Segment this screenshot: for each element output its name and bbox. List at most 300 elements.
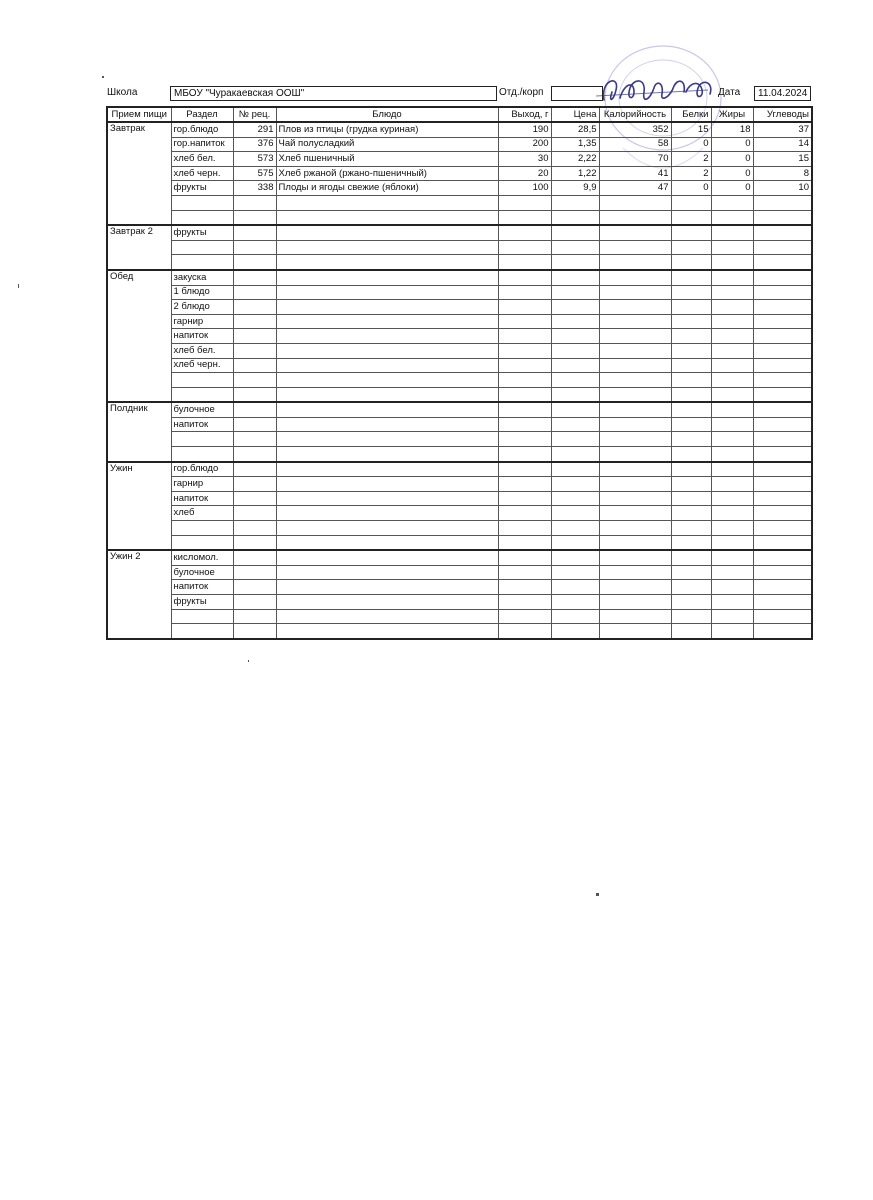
table-cell: [276, 535, 498, 550]
table-cell: [753, 387, 812, 402]
table-row: [107, 477, 812, 492]
table-cell: [671, 343, 711, 358]
table-cell: [276, 195, 498, 210]
table-cell: [753, 240, 812, 255]
department-label: Отд./корп: [499, 87, 544, 98]
table-row: [107, 137, 812, 152]
table-row: [107, 462, 812, 477]
table-cell: [233, 343, 276, 358]
table-cell: [753, 402, 812, 417]
table-cell: [276, 300, 498, 315]
table-cell: [233, 373, 276, 388]
table-cell: [551, 329, 599, 344]
table-cell: [671, 609, 711, 624]
table-cell: [671, 447, 711, 462]
table-cell: [233, 417, 276, 432]
table-cell: [711, 300, 753, 315]
table-cell: [753, 255, 812, 270]
table-cell: [711, 447, 753, 462]
table-cell: хлеб черн.: [171, 358, 233, 373]
table-cell: [233, 195, 276, 210]
table-cell: [498, 462, 551, 477]
table-cell: [753, 373, 812, 388]
table-row: [107, 270, 812, 285]
table-cell: [233, 358, 276, 373]
table-cell: [711, 387, 753, 402]
table-cell: [711, 609, 753, 624]
scan-speck: [102, 76, 104, 78]
table-cell: [551, 402, 599, 417]
table-cell: [498, 225, 551, 240]
table-cell: [233, 521, 276, 536]
table-cell: Чай полусладкий: [276, 137, 498, 152]
table-cell: [671, 565, 711, 580]
meal-cell: Завтрак: [107, 122, 171, 225]
table-cell: [671, 387, 711, 402]
table-cell: [671, 462, 711, 477]
table-cell: хлеб бел.: [171, 343, 233, 358]
table-cell: [753, 195, 812, 210]
department-field: [551, 86, 603, 101]
table-cell: [551, 343, 599, 358]
table-cell: [498, 521, 551, 536]
table-cell: 0: [711, 181, 753, 196]
table-cell: [551, 550, 599, 565]
table-cell: 190: [498, 122, 551, 137]
table-cell: [753, 447, 812, 462]
table-cell: [171, 609, 233, 624]
table-cell: [753, 565, 812, 580]
table-cell: [551, 270, 599, 285]
table-cell: [599, 565, 671, 580]
table-cell: [599, 300, 671, 315]
table-cell: [171, 255, 233, 270]
table-row: [107, 580, 812, 595]
table-cell: [599, 624, 671, 639]
table-cell: [753, 624, 812, 639]
table-cell: [551, 580, 599, 595]
table-cell: [753, 300, 812, 315]
table-cell: [599, 358, 671, 373]
table-cell: 2,22: [551, 152, 599, 167]
table-cell: [498, 565, 551, 580]
table-cell: [171, 373, 233, 388]
table-cell: [233, 447, 276, 462]
table-cell: [599, 535, 671, 550]
table-cell: 28,5: [551, 122, 599, 137]
table-cell: [551, 506, 599, 521]
table-cell: 15: [671, 122, 711, 137]
table-cell: 9,9: [551, 181, 599, 196]
table-cell: [599, 550, 671, 565]
table-cell: [498, 329, 551, 344]
table-cell: [671, 580, 711, 595]
document-header: [106, 85, 811, 101]
table-cell: [233, 624, 276, 639]
table-cell: [498, 624, 551, 639]
table-cell: [171, 210, 233, 225]
table-cell: напиток: [171, 580, 233, 595]
table-cell: 58: [599, 137, 671, 152]
table-cell: гарнир: [171, 477, 233, 492]
table-cell: [711, 580, 753, 595]
table-cell: 30: [498, 152, 551, 167]
table-cell: [711, 506, 753, 521]
school-label: Школа: [107, 87, 138, 98]
table-cell: [753, 477, 812, 492]
table-row: [107, 521, 812, 536]
date-label: Дата: [718, 87, 741, 98]
table-cell: [276, 358, 498, 373]
table-cell: [498, 285, 551, 300]
table-cell: [276, 270, 498, 285]
table-cell: фрукты: [171, 181, 233, 196]
table-cell: гор.блюдо: [171, 462, 233, 477]
table-cell: [599, 285, 671, 300]
table-cell: 376: [233, 137, 276, 152]
table-cell: [276, 521, 498, 536]
table-cell: 200: [498, 137, 551, 152]
table-cell: [498, 300, 551, 315]
table-cell: [276, 609, 498, 624]
table-cell: [233, 580, 276, 595]
table-cell: [711, 195, 753, 210]
table-cell: [599, 210, 671, 225]
table-cell: [233, 329, 276, 344]
table-row: [107, 358, 812, 373]
table-row: [107, 152, 812, 167]
table-cell: [671, 595, 711, 610]
table-cell: напиток: [171, 417, 233, 432]
table-cell: [171, 535, 233, 550]
table-cell: [276, 255, 498, 270]
table-row: [107, 166, 812, 181]
table-cell: [276, 447, 498, 462]
table-row: [107, 181, 812, 196]
table-cell: [233, 387, 276, 402]
table-cell: [711, 358, 753, 373]
table-cell: [551, 609, 599, 624]
meal-cell: Полдник: [107, 402, 171, 461]
table-cell: [498, 506, 551, 521]
table-cell: [671, 329, 711, 344]
table-cell: [599, 432, 671, 447]
table-cell: Плов из птицы (грудка куриная): [276, 122, 498, 137]
table-cell: [753, 329, 812, 344]
column-header: Раздел: [171, 107, 233, 122]
table-cell: [276, 402, 498, 417]
table-cell: кисломол.: [171, 550, 233, 565]
table-cell: [671, 521, 711, 536]
table-cell: [671, 300, 711, 315]
table-cell: [671, 491, 711, 506]
table-cell: [551, 521, 599, 536]
table-cell: 1 блюдо: [171, 285, 233, 300]
table-cell: [551, 300, 599, 315]
table-cell: [711, 210, 753, 225]
table-cell: фрукты: [171, 595, 233, 610]
table-cell: [711, 432, 753, 447]
table-cell: [498, 550, 551, 565]
table-cell: [498, 595, 551, 610]
table-cell: [233, 225, 276, 240]
table-cell: [753, 285, 812, 300]
table-cell: [711, 535, 753, 550]
table-cell: [599, 521, 671, 536]
table-cell: [753, 506, 812, 521]
table-cell: [233, 462, 276, 477]
table-cell: 0: [711, 152, 753, 167]
table-cell: [551, 447, 599, 462]
column-header: Выход, г: [498, 107, 551, 122]
table-cell: [599, 477, 671, 492]
table-cell: [498, 432, 551, 447]
table-cell: [753, 462, 812, 477]
table-cell: гор.напиток: [171, 137, 233, 152]
table-cell: 41: [599, 166, 671, 181]
table-cell: [233, 314, 276, 329]
table-cell: [498, 314, 551, 329]
table-cell: [711, 624, 753, 639]
table-cell: [599, 387, 671, 402]
table-cell: [276, 491, 498, 506]
table-cell: [599, 580, 671, 595]
table-cell: [671, 506, 711, 521]
table-cell: [276, 329, 498, 344]
table-cell: [753, 580, 812, 595]
table-row: [107, 506, 812, 521]
table-cell: [233, 506, 276, 521]
table-cell: [551, 195, 599, 210]
table-cell: [753, 550, 812, 565]
table-cell: [276, 624, 498, 639]
table-row: [107, 373, 812, 388]
table-cell: 8: [753, 166, 812, 181]
table-cell: 0: [671, 181, 711, 196]
table-cell: [276, 506, 498, 521]
table-cell: [233, 300, 276, 315]
table-cell: [276, 373, 498, 388]
table-cell: [498, 387, 551, 402]
table-cell: 1,22: [551, 166, 599, 181]
column-header: Калорийность: [599, 107, 671, 122]
table-cell: [171, 387, 233, 402]
table-cell: напиток: [171, 329, 233, 344]
table-cell: [599, 255, 671, 270]
table-cell: 2 блюдо: [171, 300, 233, 315]
table-cell: [753, 343, 812, 358]
table-cell: [551, 624, 599, 639]
table-cell: 338: [233, 181, 276, 196]
table-cell: фрукты: [171, 225, 233, 240]
table-cell: [276, 343, 498, 358]
table-cell: [233, 210, 276, 225]
table-cell: [551, 595, 599, 610]
table-row: [107, 550, 812, 565]
table-cell: [551, 210, 599, 225]
table-cell: [276, 477, 498, 492]
table-cell: [753, 609, 812, 624]
table-cell: [711, 255, 753, 270]
table-cell: [551, 285, 599, 300]
table-cell: [671, 477, 711, 492]
table-cell: [233, 240, 276, 255]
scan-speck: [18, 284, 19, 288]
column-header: Белки: [671, 107, 711, 122]
table-cell: 575: [233, 166, 276, 181]
table-cell: Хлеб пшеничный: [276, 152, 498, 167]
table-cell: [276, 432, 498, 447]
table-cell: [671, 314, 711, 329]
table-row: [107, 432, 812, 447]
table-cell: 573: [233, 152, 276, 167]
table-cell: [498, 255, 551, 270]
table-cell: [711, 225, 753, 240]
table-cell: 37: [753, 122, 812, 137]
table-cell: [233, 491, 276, 506]
table-cell: [711, 329, 753, 344]
table-cell: [711, 491, 753, 506]
table-row: [107, 329, 812, 344]
table-cell: [671, 373, 711, 388]
table-row: [107, 402, 812, 417]
table-cell: [276, 225, 498, 240]
table-cell: [233, 565, 276, 580]
table-row: [107, 417, 812, 432]
table-cell: [753, 225, 812, 240]
table-row: [107, 195, 812, 210]
table-cell: хлеб бел.: [171, 152, 233, 167]
table-cell: 0: [671, 137, 711, 152]
table-cell: [233, 550, 276, 565]
scan-speck: [248, 660, 249, 662]
table-cell: [498, 402, 551, 417]
table-cell: [276, 595, 498, 610]
table-cell: [276, 550, 498, 565]
table-cell: [599, 417, 671, 432]
table-cell: 0: [711, 166, 753, 181]
table-cell: [276, 314, 498, 329]
meal-cell: Завтрак 2: [107, 225, 171, 270]
table-cell: [671, 402, 711, 417]
table-cell: 18: [711, 122, 753, 137]
column-header: Жиры: [711, 107, 753, 122]
column-header: Цена: [551, 107, 599, 122]
table-cell: [171, 624, 233, 639]
table-cell: [599, 491, 671, 506]
table-cell: [599, 609, 671, 624]
table-cell: [599, 462, 671, 477]
table-row: [107, 387, 812, 402]
table-cell: [551, 565, 599, 580]
table-cell: [551, 387, 599, 402]
table-cell: [498, 447, 551, 462]
table-cell: [711, 565, 753, 580]
table-cell: [599, 225, 671, 240]
table-cell: [671, 240, 711, 255]
table-cell: [498, 535, 551, 550]
table-cell: [498, 240, 551, 255]
table-cell: [753, 595, 812, 610]
table-cell: [498, 358, 551, 373]
table-cell: [498, 270, 551, 285]
table-row: [107, 609, 812, 624]
table-cell: [711, 595, 753, 610]
table-cell: [551, 373, 599, 388]
table-cell: Плоды и ягоды свежие (яблоки): [276, 181, 498, 196]
school-field: МБОУ "Чуракаевская ООШ": [170, 86, 497, 101]
table-cell: 0: [711, 137, 753, 152]
table-cell: [551, 432, 599, 447]
table-cell: [498, 210, 551, 225]
table-row: [107, 595, 812, 610]
table-cell: [551, 240, 599, 255]
table-cell: [498, 195, 551, 210]
table-cell: [753, 314, 812, 329]
table-cell: 1,35: [551, 137, 599, 152]
table-cell: 47: [599, 181, 671, 196]
table-cell: [711, 373, 753, 388]
table-cell: 15: [753, 152, 812, 167]
meal-cell: Обед: [107, 270, 171, 402]
table-row: [107, 314, 812, 329]
date-field: 11.04.2024: [754, 86, 811, 101]
table-cell: [671, 285, 711, 300]
table-row: [107, 285, 812, 300]
table-cell: [498, 343, 551, 358]
table-cell: 291: [233, 122, 276, 137]
table-cell: [276, 387, 498, 402]
table-cell: [753, 417, 812, 432]
table-row: [107, 122, 812, 137]
table-cell: [753, 210, 812, 225]
table-cell: [233, 402, 276, 417]
table-cell: хлеб: [171, 506, 233, 521]
table-cell: гарнир: [171, 314, 233, 329]
table-cell: [671, 550, 711, 565]
table-cell: [711, 521, 753, 536]
table-cell: [753, 521, 812, 536]
table-cell: [671, 270, 711, 285]
table-cell: [276, 240, 498, 255]
table-cell: [671, 210, 711, 225]
table-cell: [599, 195, 671, 210]
table-cell: [276, 580, 498, 595]
table-cell: [171, 240, 233, 255]
table-cell: [171, 521, 233, 536]
table-cell: булочное: [171, 565, 233, 580]
table-cell: 10: [753, 181, 812, 196]
table-cell: 2: [671, 152, 711, 167]
table-cell: [233, 609, 276, 624]
table-row: [107, 225, 812, 240]
table-cell: [551, 491, 599, 506]
table-cell: [753, 270, 812, 285]
table-cell: [276, 462, 498, 477]
table-cell: [551, 255, 599, 270]
table-cell: [599, 240, 671, 255]
menu-table: [106, 106, 813, 640]
table-cell: [671, 624, 711, 639]
table-cell: [276, 210, 498, 225]
table-cell: [753, 491, 812, 506]
table-cell: [753, 432, 812, 447]
table-cell: [233, 255, 276, 270]
table-cell: [753, 535, 812, 550]
table-cell: закуска: [171, 270, 233, 285]
table-cell: [498, 609, 551, 624]
table-row: [107, 447, 812, 462]
